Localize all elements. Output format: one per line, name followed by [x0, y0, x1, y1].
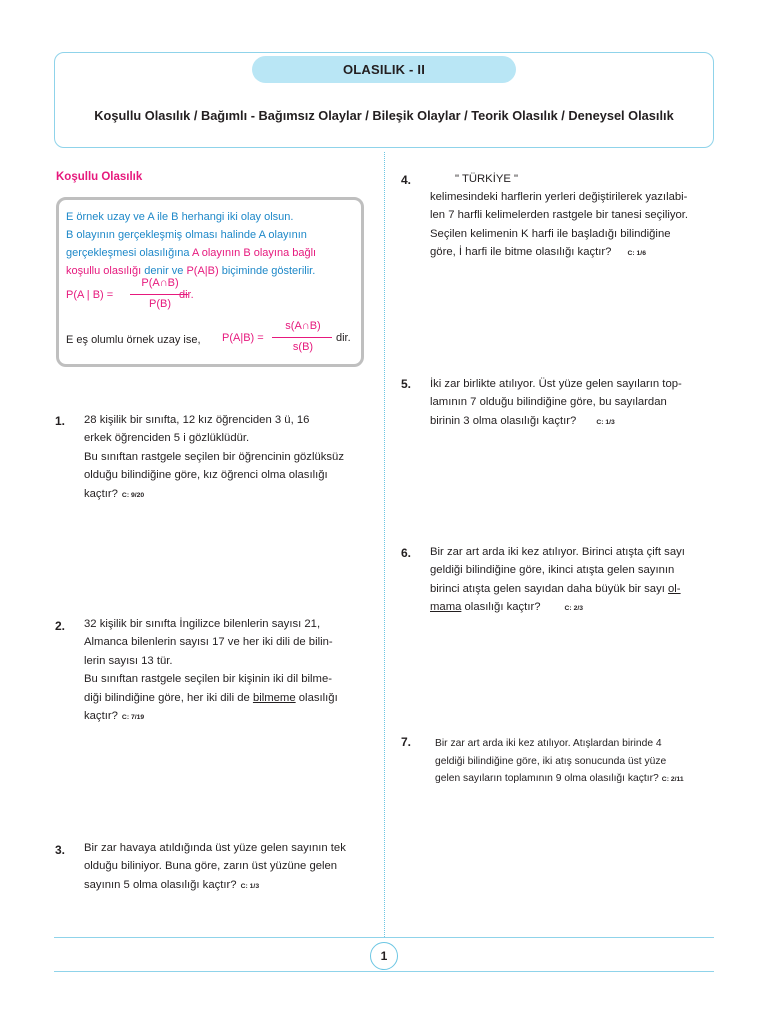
question-line: Bu sınıftan rastgele seçilen bir öğrencinin gözlüksüz: [84, 450, 344, 463]
question-line: gelen sayıların toplamının 9 olma olasılığı kaçtır?: [435, 773, 659, 784]
question-line: sayının 5 olma olasılığı kaçtır?: [84, 878, 237, 891]
definition-line: [66, 244, 316, 263]
question-line: olduğu biliniyor. Buna göre, zarın üst yüzüne gelen: [84, 860, 338, 873]
page-number: 1: [370, 942, 398, 970]
answer-key: C: 1/6: [627, 250, 646, 258]
formula-numerator: P(A∩B): [141, 277, 179, 289]
underlined-word: bilmeme: [252, 691, 296, 704]
answer-key: C: 2/11: [661, 776, 684, 783]
definition-highlight: A olayının B olayına bağlı: [191, 247, 317, 259]
question-number: 7.: [401, 735, 412, 749]
answer-key: C: 9/20: [121, 491, 145, 499]
question-line: kelimesindeki harflerin yerleri değiştirilerek yazılabi-: [430, 191, 688, 203]
question-line: olasılığı kaçtır?: [461, 601, 541, 614]
section-title: Koşullu Olasılık: [56, 171, 143, 183]
formula-numerator: s(A∩B): [285, 320, 321, 332]
question-line: Almanca bilenlerin sayısı 17 ve her iki dili de bilin-: [84, 636, 333, 649]
question-5-text: [430, 375, 682, 432]
column-divider: [384, 152, 385, 937]
question-line: lamının 7 olduğu bilindiğine göre, bu sayılardan: [430, 396, 667, 409]
question-line: birinin 3 olma olasılığı kaçtır?: [430, 414, 577, 427]
formula-tail: dir.: [336, 332, 351, 344]
question-line: İki zar birlikte atılıyor. Üst yüze gelen sayıların top-: [430, 378, 682, 390]
question-word: " TÜRKİYE ": [455, 173, 519, 185]
question-line: Bir zar art arda iki kez atılıyor. Birinci atışta çift sayı: [430, 546, 685, 558]
question-number: 1.: [55, 414, 66, 428]
page-title: OLASILIK - II: [252, 56, 516, 83]
question-number: 5.: [401, 377, 412, 391]
question-number: 2.: [55, 619, 66, 633]
question-line: kaçtır?: [84, 487, 118, 500]
question-line: göre, İ harfi ile bitme olasılığı kaçtır?: [430, 246, 612, 259]
answer-key: C: 1/3: [596, 418, 615, 426]
question-7-text: [435, 735, 684, 789]
topics-subtitle: Koşullu Olasılık / Bağımlı - Bağımsız Olaylar / Bileşik Olaylar / Teorik Olasılık / Deneysel Olasılık: [94, 108, 674, 123]
underlined-word: ol-: [668, 582, 681, 595]
question-number: 3.: [55, 843, 66, 857]
definition-line: [66, 262, 315, 281]
definition-text: gerçekleşmesi olasılığına: [66, 247, 192, 259]
definition-line: B olayının gerçekleşmiş olması halinde A olayının: [66, 229, 307, 241]
question-line: birinci atışta gelen sayıdan daha büyük bir sayı: [430, 582, 669, 595]
formula-denominator: P(B): [149, 298, 171, 310]
definition-line: E eş olumlu örnek uzay ise,: [66, 334, 201, 346]
footer-line-bottom: [54, 971, 714, 972]
question-line: Seçilen kelimenin K harfi ile başladığı bilindiğine: [430, 227, 671, 240]
definition-highlight: koşullu olasılığı: [66, 265, 142, 277]
question-line: lerin sayısı 13 tür.: [84, 654, 173, 667]
question-4-text: [430, 188, 688, 264]
question-3-text: [84, 839, 346, 896]
question-line: Bir zar havaya atıldığında üst yüze gelen sayının tek: [84, 842, 346, 854]
underlined-word: mama: [430, 601, 462, 614]
formula-lhs: P(A|B) =: [222, 332, 264, 344]
formula-tail: dir.: [179, 289, 194, 301]
question-line: Bu sınıftan rastgele seçilen bir kişinin iki dil bilme-: [84, 673, 333, 686]
definition-line: E örnek uzay ve A ile B herhangi iki olay olsun.: [66, 211, 294, 223]
formula-denominator: s(B): [292, 341, 314, 353]
question-6-text: [430, 543, 685, 619]
formula-lhs: P(A | B) =: [66, 289, 114, 301]
footer-line-top: [54, 937, 714, 938]
question-line: erkek öğrenciden 5 i gözlüklüdür.: [84, 432, 250, 445]
question-line: 28 kişilik bir sınıfta, 12 kız öğrenciden 3 ü, 16: [84, 414, 310, 426]
definition-notation: P(A|B): [186, 265, 219, 277]
question-line: geldiği bilindiğine göre, iki atış sonucunda üst yüze: [435, 755, 667, 767]
question-2-text: [84, 615, 338, 727]
question-line: olduğu bilindiğine göre, kız öğrenci olma olasılığı: [84, 469, 328, 482]
question-line: geldiği bilindiğine göre, ikinci atışta gelen sayının: [430, 564, 675, 577]
question-line: 32 kişilik bir sınıfta İngilizce bilenlerin sayısı 21,: [84, 618, 321, 630]
definition-text: biçiminde gösterilir.: [218, 265, 316, 277]
question-line: diği bilindiğine göre, her iki dili de: [84, 691, 253, 704]
fraction-bar: [272, 337, 332, 338]
question-line: olasılığı: [295, 691, 338, 704]
answer-key: C: 1/3: [240, 882, 260, 890]
question-number: 6.: [401, 546, 412, 560]
definition-text: denir ve: [141, 265, 187, 277]
question-line: kaçtır?: [84, 710, 118, 723]
answer-key: C: 2/3: [564, 605, 584, 613]
answer-key: C: 7/19: [121, 714, 145, 722]
question-line: len 7 harfli kelimelerden rastgele bir tanesi seçiliyor.: [430, 209, 689, 222]
question-line: Bir zar art arda iki kez atılıyor. Atışlardan birinde 4: [435, 738, 662, 749]
question-1-text: [84, 411, 344, 505]
question-number: 4.: [401, 173, 412, 187]
